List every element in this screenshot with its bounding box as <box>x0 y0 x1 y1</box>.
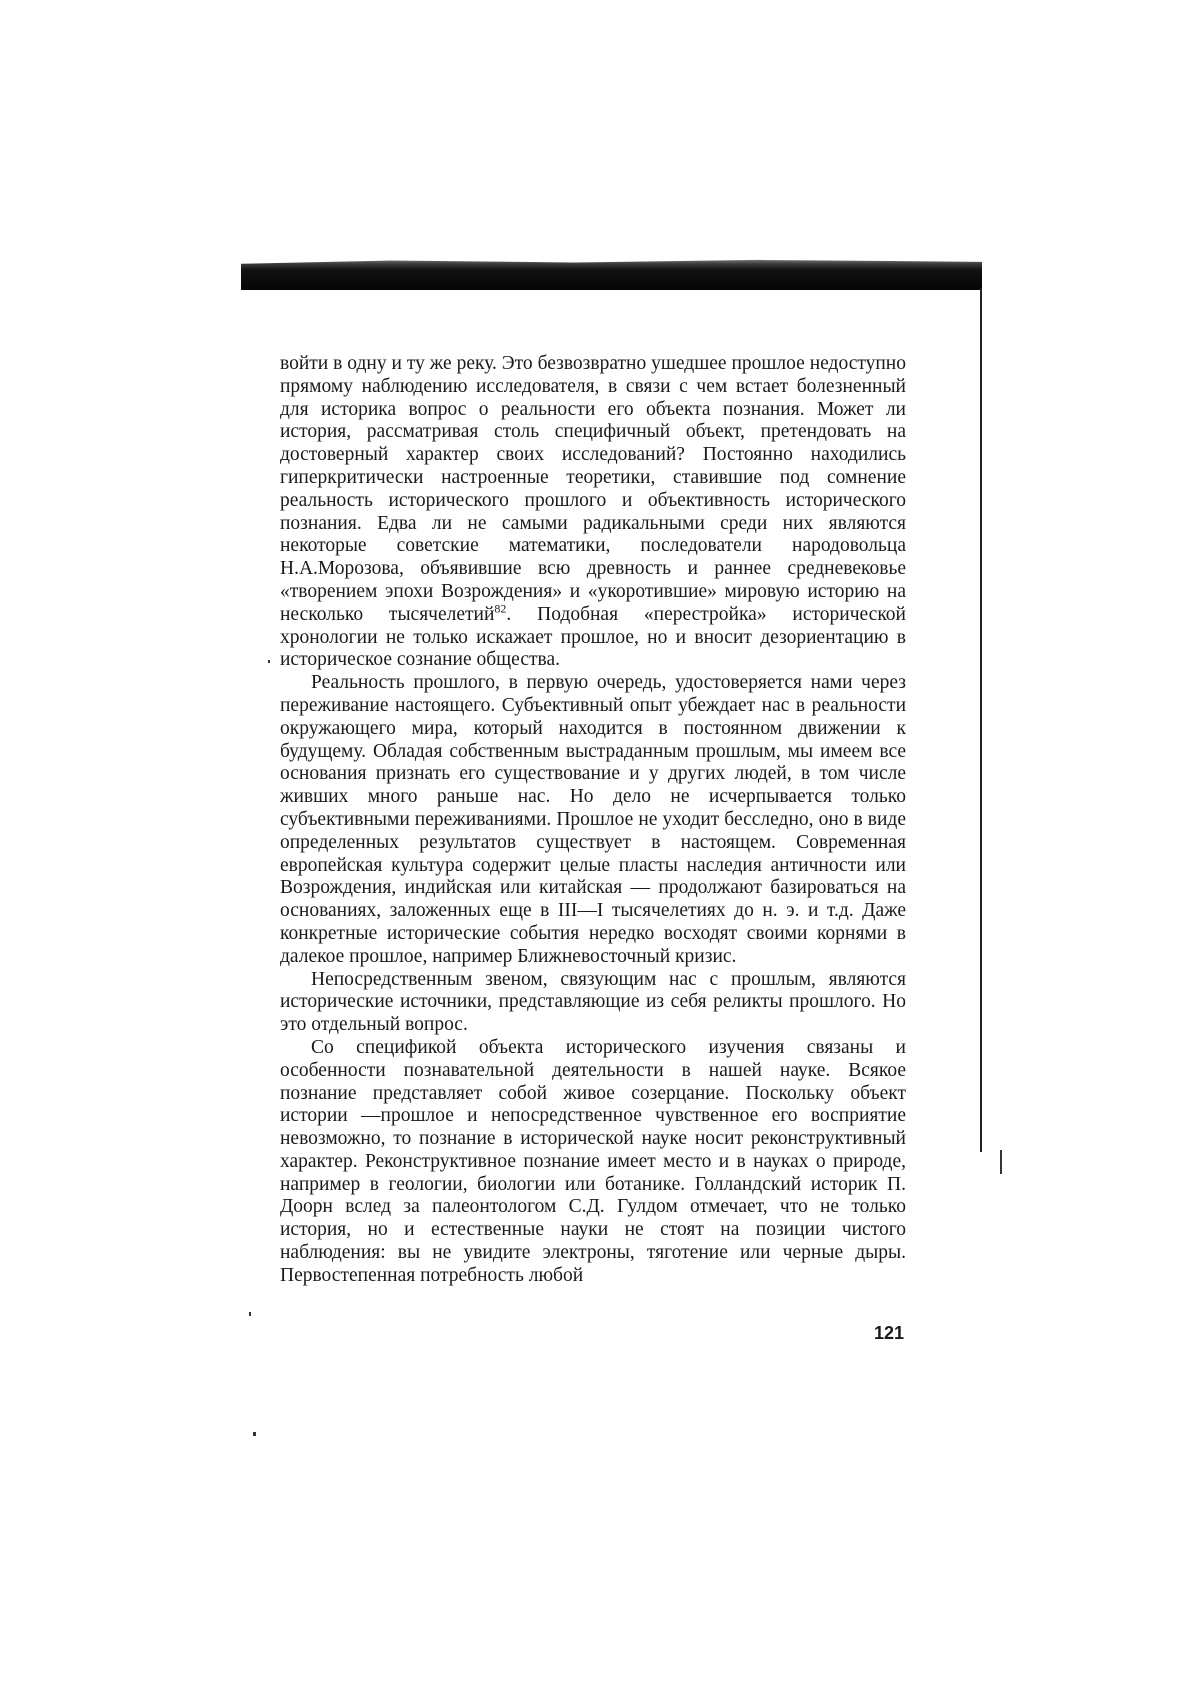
paragraph-1-text: войти в одну и ту же реку. Это безвозвратно ушедшее прошлое недоступно прямому наблюдению исследователя, в связи с чем встает болезненный для историка вопрос о реальности его объекта познания. Может ли история, рассматривая столь специфичный объект, претендовать на достоверный характер своих исследований? Постоянно находились гиперкритически настроенные теоретики, ставившие под сомнение реальность исторического прошлого и объективность исторического познания. Едва ли не самыми радикальными среди них являются некоторые советские математики, последователи народовольца Н.А.Морозова, объявившие всю древность и раннее средневековье «творением эпохи Возрождения» и «укоротившие» мировую историю на несколько тысячелетий <box>280 353 906 625</box>
paragraph-4: Со спецификой объекта исторического изучения связаны и особенности познавательной деятельности в нашей науке. Всякое познание представляет собой живое созерцание. Поскольку объект истории —прошлое и непосредственное чувственное его восприятие невозможно, то познание в исторической науке носит реконструктивный характер. Реконструктивное познание имеет место и в науках о природе, например в геологии, биологии или ботанике. Голландский историк П. Доорн вслед за палеонтологом С.Д. Гулдом отмечает, что не только история, но и естественные науки не стоят на позиции чистого наблюдения: вы не увидите электроны, тяготение или черные дыры. Первостепенная потребность любой <box>280 1036 906 1286</box>
page-edge-rule <box>980 288 982 1152</box>
page-number: 121 <box>874 1323 905 1343</box>
page-header-bar <box>241 258 982 290</box>
paragraph-3: Непосредственным звеном, связующим нас с прошлым, являются исторические источники, представляющие из себя реликты прошлого. Но это отдельный вопрос. <box>280 968 906 1036</box>
footnote-ref-82[interactable]: 82 <box>494 601 507 616</box>
paragraph-1-text-cont: . Подобная «перестройка» исторической хронологии не только искажает прошлое, но и вносит дезориентацию в историческое сознание общества. <box>280 603 906 671</box>
body-text <box>280 353 906 1288</box>
paragraph-2: Реальность прошлого, в первую очередь, удостоверяется нами через переживание настоящего. Субъективный опыт убеждает нас в реальности окружающего мира, который находится в постоянном движении к будущему. Обладая собственным выстраданным прошлым, мы имеем все основания признать его существование и у других людей, в том числе живших много раньше нас. Но дело не исчерпывается только субъективными переживаниями. Прошлое не уходит бесследно, оно в виде определенных результатов существует в настоящем. Современная европейская культура содержит целые пласты наследия античности или Возрождения, индийская или китайская — продолжают базироваться на основаниях, заложенных еще в III—I тысячелетиях до н. э. и т.д. Даже конкретные исторические события нередко восходят своими корнями в далекое прошлое, например Ближневосточный кризис. <box>280 672 906 967</box>
paragraph-1 <box>280 353 906 672</box>
